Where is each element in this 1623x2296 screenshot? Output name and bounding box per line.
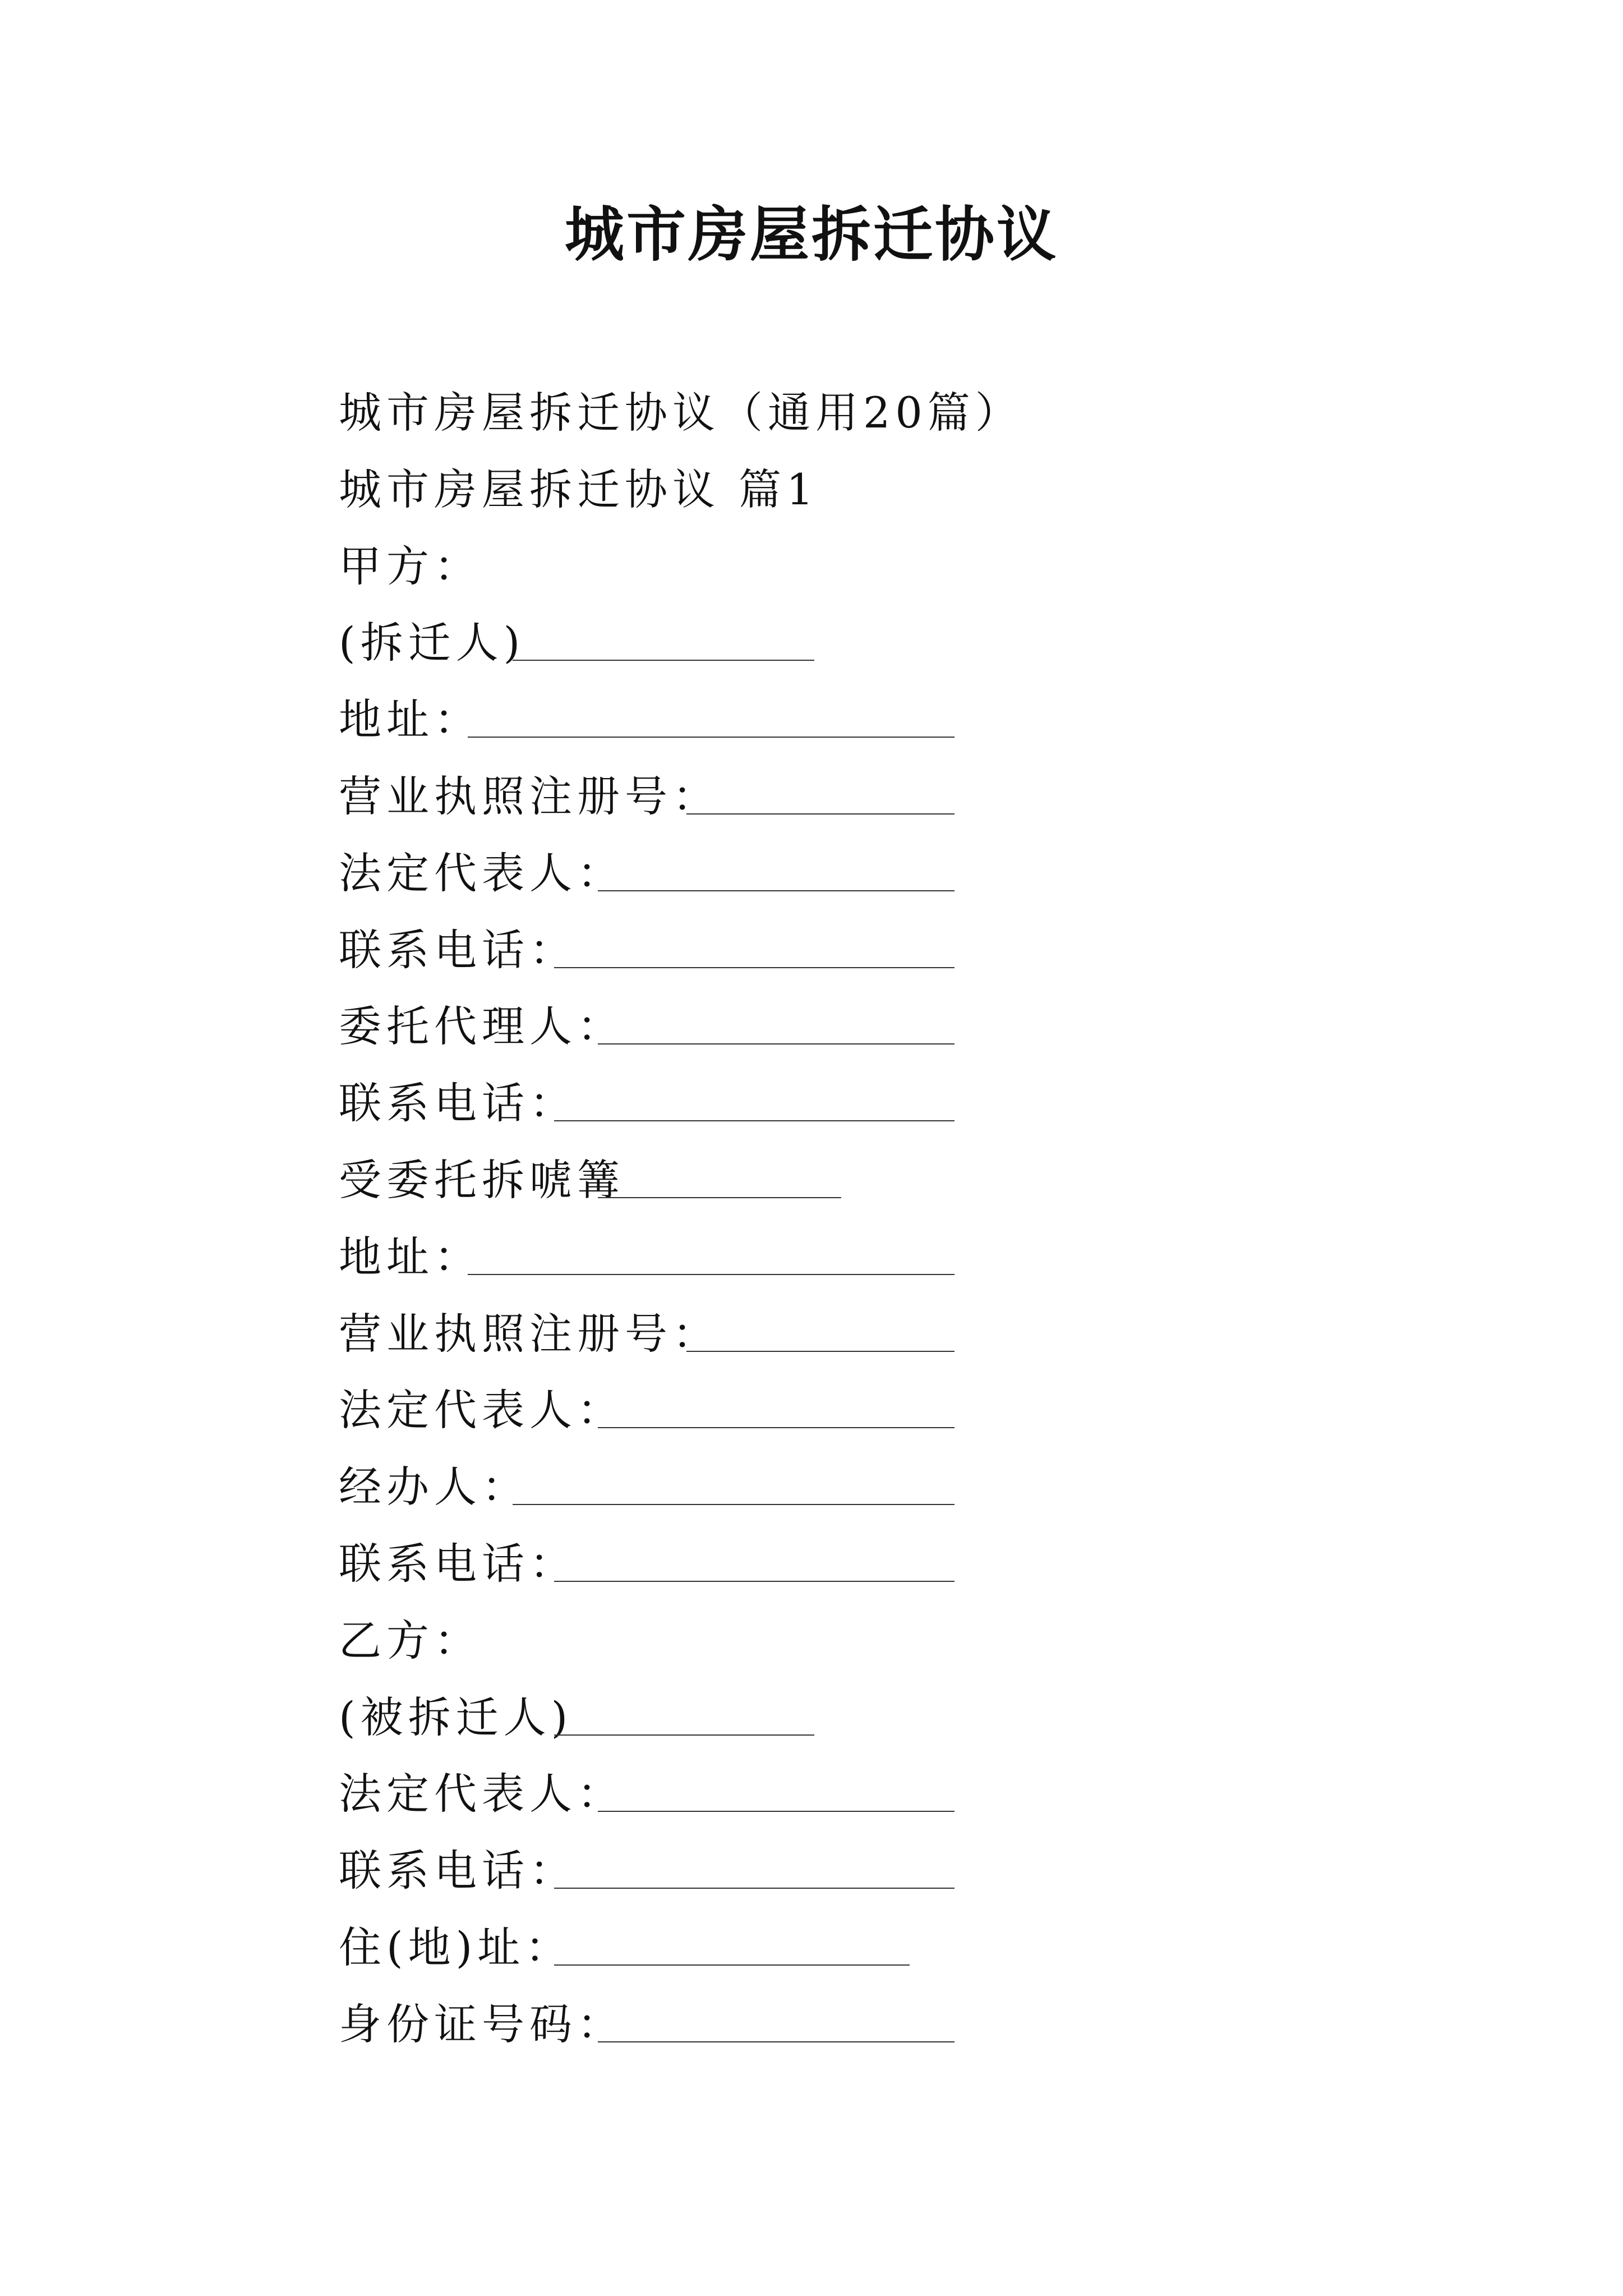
fill-in-blank-line[interactable] — [598, 1043, 955, 1045]
form-field-row — [339, 1065, 1404, 1142]
line-text: 乙方： — [339, 1615, 482, 1665]
form-field-row — [339, 988, 1404, 1065]
fill-in-blank-line[interactable] — [554, 1734, 814, 1736]
fill-in-blank-line[interactable] — [598, 890, 955, 891]
fill-in-blank-line[interactable] — [468, 1274, 955, 1275]
form-field-row — [339, 912, 1404, 989]
form-field-row — [339, 1756, 1404, 1833]
fill-in-blank-line[interactable] — [598, 1427, 955, 1428]
field-label: 经办人： — [339, 1462, 529, 1512]
fill-in-blank-line[interactable] — [554, 1964, 910, 1966]
text-line — [339, 528, 1404, 605]
field-label: 联系电话： — [339, 1538, 577, 1589]
field-label: 法定代表人： — [339, 1769, 625, 1819]
form-field-row — [339, 1986, 1404, 2063]
form-field-row — [339, 1372, 1404, 1449]
fill-in-blank-line[interactable] — [554, 1120, 955, 1121]
form-field-row — [339, 1680, 1404, 1756]
form-field-row — [339, 758, 1404, 835]
fill-in-blank-line[interactable] — [554, 1581, 955, 1582]
field-label: 营业执照注册号： — [339, 771, 720, 821]
field-label: 地址： — [339, 1231, 482, 1282]
fill-in-blank-line[interactable] — [598, 2041, 955, 2042]
field-label: (拆迁人) — [339, 618, 525, 668]
fill-in-blank-line[interactable] — [513, 1504, 955, 1505]
field-label: 身份证号码： — [339, 1999, 625, 2049]
document-title: 城市房屋拆迁协议 — [565, 199, 1058, 269]
fill-in-blank-line[interactable] — [554, 1888, 955, 1889]
fill-in-blank-line[interactable] — [598, 1811, 955, 1812]
fill-in-blank-line[interactable] — [686, 1351, 955, 1352]
text-line — [339, 1603, 1404, 1680]
fill-in-blank-line[interactable] — [598, 1197, 841, 1198]
form-field-row — [339, 605, 1404, 682]
field-label: 联系电话： — [339, 1846, 577, 1896]
agreement-fields — [339, 375, 1404, 2063]
field-label: 联系电话： — [339, 1078, 577, 1129]
form-field-row — [339, 1910, 1404, 1986]
field-label: 营业执照注册号： — [339, 1308, 720, 1359]
form-field-row — [339, 1296, 1404, 1373]
form-field-row — [339, 1142, 1404, 1219]
text-line — [339, 452, 1404, 528]
line-text: 城市房屋拆迁协议（通用20篇） — [339, 388, 1023, 438]
field-label: (被拆迁人) — [339, 1692, 573, 1742]
field-label: 受委托拆唬篝 — [339, 1154, 625, 1205]
field-label: 地址： — [339, 694, 482, 745]
form-field-row — [339, 1526, 1404, 1603]
line-text: 城市房屋拆迁协议 篇1 — [339, 464, 819, 514]
form-field-row — [339, 1833, 1404, 1910]
form-field-row — [339, 682, 1404, 758]
form-field-row — [339, 1219, 1404, 1296]
fill-in-blank-line[interactable] — [468, 737, 955, 738]
fill-in-blank-line[interactable] — [554, 967, 955, 968]
fill-in-blank-line[interactable] — [513, 660, 814, 661]
text-line — [339, 375, 1404, 452]
form-field-row — [339, 1449, 1404, 1526]
field-label: 联系电话： — [339, 924, 577, 975]
field-label: 住(地)址： — [339, 1922, 573, 1972]
form-field-row — [339, 835, 1404, 912]
field-label: 委托代理人： — [339, 1001, 625, 1052]
field-label: 法定代表人： — [339, 848, 625, 898]
line-text: 甲方： — [339, 541, 482, 591]
field-label: 法定代表人： — [339, 1385, 625, 1435]
fill-in-blank-line[interactable] — [686, 813, 955, 815]
